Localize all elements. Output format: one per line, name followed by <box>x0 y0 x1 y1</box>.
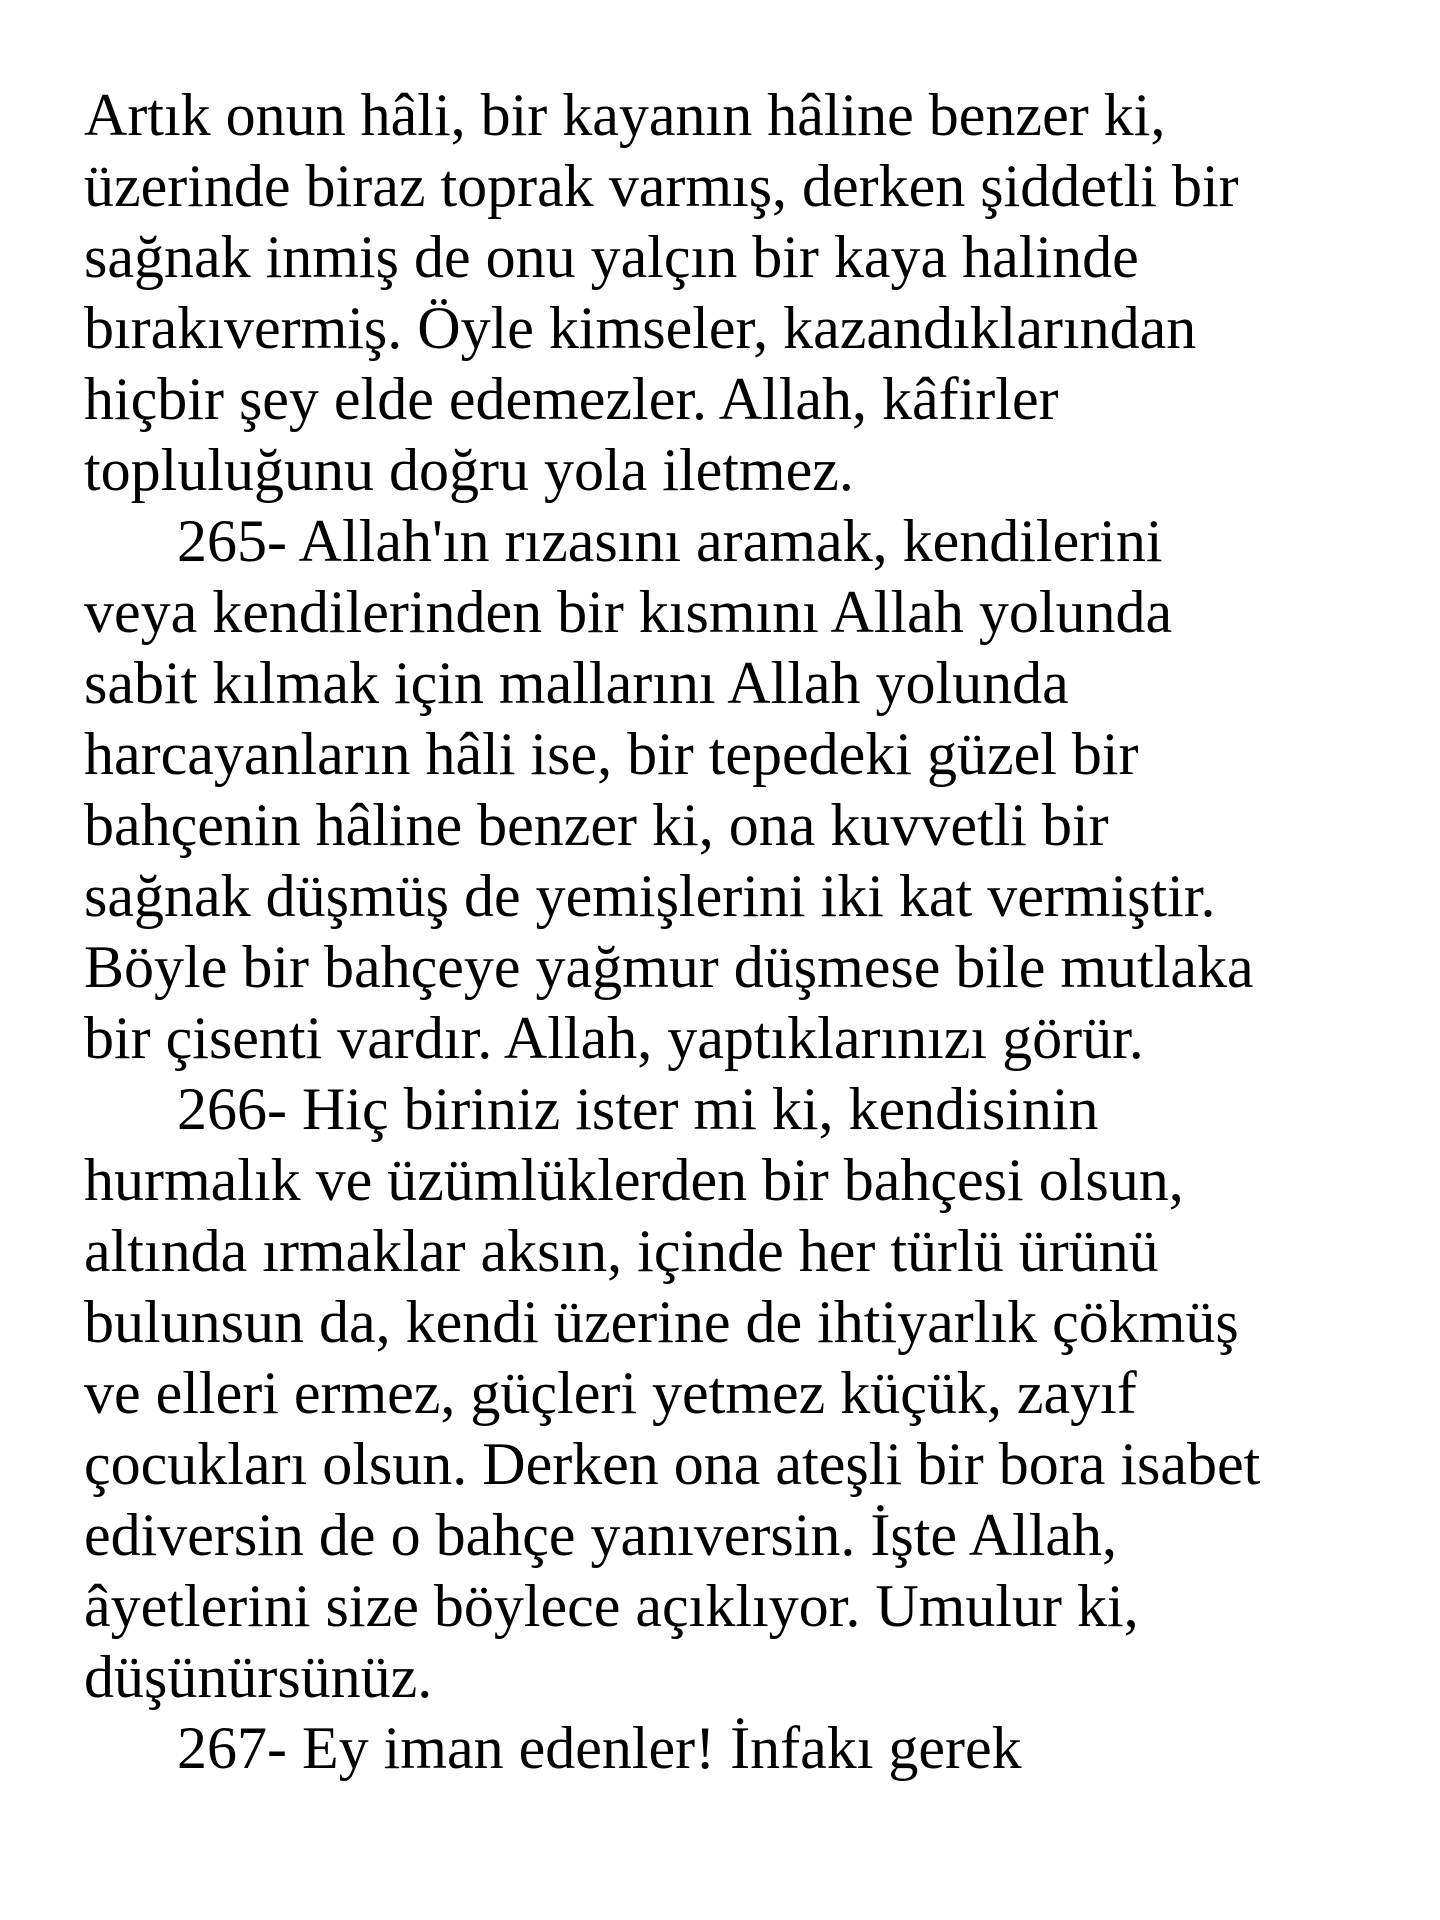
text-line: harcayanların hâli ise, bir tepedeki güzel bir <box>84 721 1139 787</box>
text-line: düşünürsünüz. <box>84 1644 433 1710</box>
text-line: çocukları olsun. Derken ona ateşli bir bora isabet <box>84 1431 1261 1497</box>
text-line: bir çisenti vardır. Allah, yaptıklarınızı görür. <box>84 1005 1144 1071</box>
text-line: veya kendilerinden bir kısmını Allah yolunda <box>84 579 1173 645</box>
text-line: bırakıvermiş. Öyle kimseler, kazandıklarından <box>84 295 1197 361</box>
text-line: sabit kılmak için mallarını Allah yolunda <box>84 650 1069 716</box>
text-line: Artık onun hâli, bir kayanın hâline benzer ki, <box>84 82 1166 148</box>
text-line: sağnak inmiş de onu yalçın bir kaya halinde <box>84 224 1139 290</box>
text-line: Böyle bir bahçeye yağmur düşmese bile mutlaka <box>84 934 1254 1000</box>
text-line: ve elleri ermez, güçleri yetmez küçük, zayıf <box>84 1360 1137 1426</box>
text-line: ediversin de o bahçe yanıversin. İşte Allah, <box>84 1502 1118 1568</box>
verse-267-start: 267- Ey iman edenler! İnfakı gerek <box>177 1715 1022 1781</box>
text-line: sağnak düşmüş de yemişlerini iki kat vermiştir. <box>84 863 1216 929</box>
text-line: altında ırmaklar aksın, içinde her türlü ürünü <box>84 1218 1159 1284</box>
text-line: topluluğunu doğru yola iletmez. <box>84 437 854 503</box>
verse-265-start: 265- Allah'ın rızasını aramak, kendilerini <box>177 508 1163 574</box>
body-text <box>84 80 1404 1784</box>
verse-266-start: 266- Hiç biriniz ister mi ki, kendisinin <box>177 1076 1099 1142</box>
text-line: âyetlerini size böylece açıklıyor. Umulur ki, <box>84 1573 1139 1639</box>
text-line: bulunsun da, kendi üzerine de ihtiyarlık çökmüş <box>84 1289 1239 1355</box>
text-line: hiçbir şey elde edemezler. Allah, kâfirler <box>84 366 1059 432</box>
text-line: bahçenin hâline benzer ki, ona kuvvetli bir <box>84 792 1109 858</box>
text-line: hurmalık ve üzümlüklerden bir bahçesi olsun, <box>84 1147 1184 1213</box>
text-line: üzerinde biraz toprak varmış, derken şiddetli bir <box>84 153 1239 219</box>
